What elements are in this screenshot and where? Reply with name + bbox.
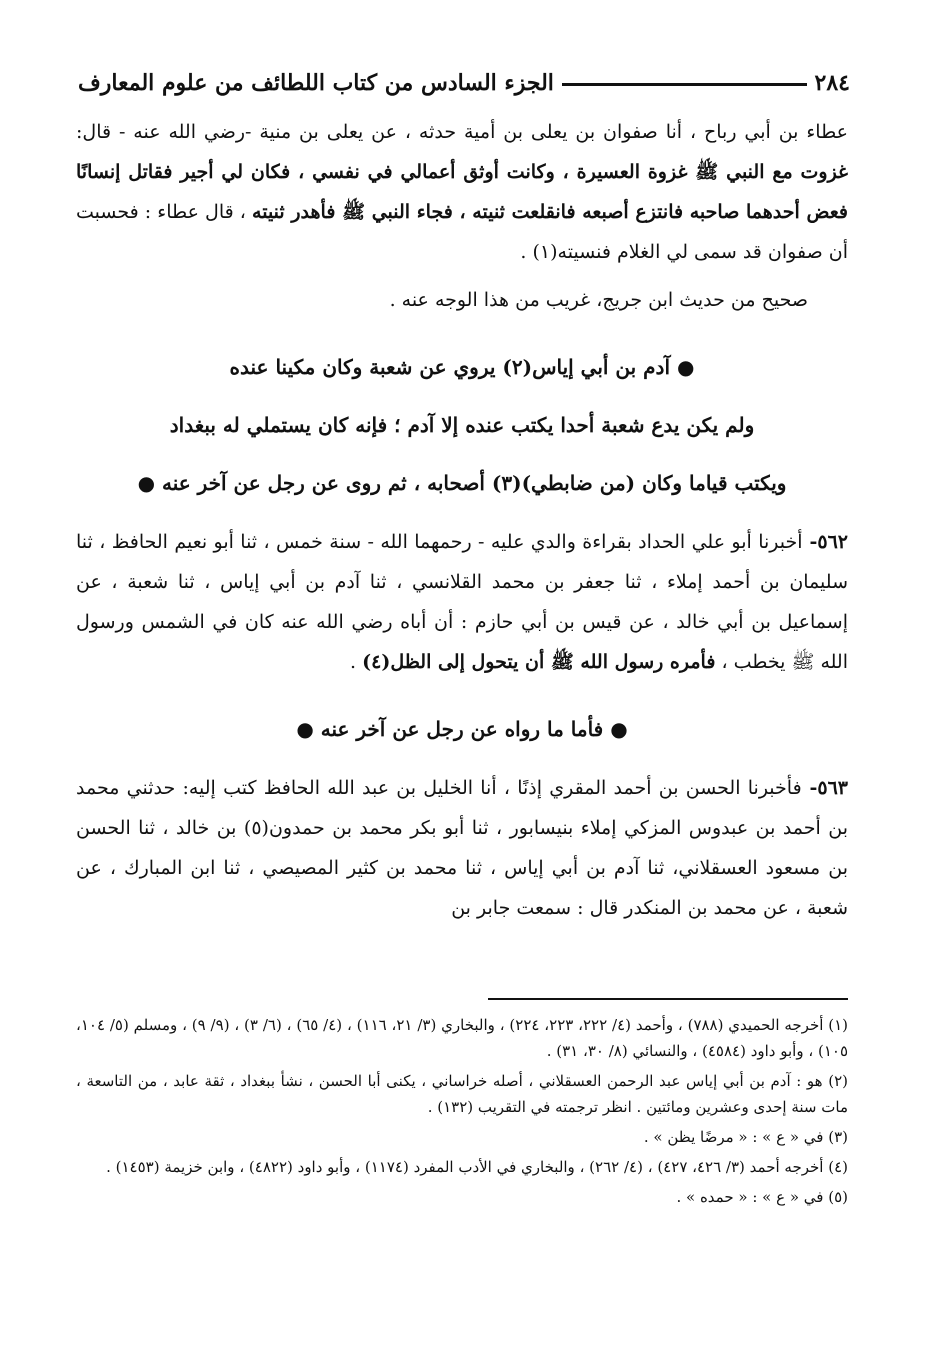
footnote-2: (٢) هو : آدم بن أبي إياس عبد الرحمن العسقلاني ، أصله خراساني ، يكنى أبا الحسن ، نشأ ببغداد ، ثقة عابد ، من التاسعة ، مات سنة إحدى وعشرين ومائتين . انظر ترجمته في التقريب (١٣٢) .	[76, 1072, 848, 1116]
hadith-563	[76, 768, 848, 928]
footnote-1: (١) أخرجه الحميدي (٧٨٨) ، وأحمد (٤/ ٢٢٢، ٢٢٣، ٢٢٤) ، والبخاري (٣/ ٢١، ١١٦) ، (٤/ ٦٥) ، (٦/ ٣) ، (٩/ ٩) ، ومسلم (٥/ ١٠٤، ١٠٥) ، وأبو داود (٤٥٨٤) ، والنسائي (٨/ ٣٠، ٣١) .	[76, 1016, 849, 1060]
footnote-4: (٤) أخرجه أحمد (٣/ ٤٢٦، ٤٢٧) ، (٤/ ٢٦٢) ، والبخاري في الأدب المفرد (١١٧٤) ، وأبو داود (٤٨٢٢) ، وابن خزيمة (١٤٥٣) .	[106, 1158, 848, 1176]
hadith-number: ٥٦٢-	[802, 531, 848, 553]
matn-text: غزوت مع النبي ﷺ غزوة العسيرة ، وكانت أوثق أعمالي في نفسي ، فكان لي أجير فقاتل إنسانًا فعض أحدهما صاحبه فانتزع أصبعه فانقلعت ثنيته ، فجاء النبي ﷺ فأهدر ثنيته	[76, 161, 848, 223]
isnad-text: أخبرنا أبو علي الحداد بقراءة والدي عليه - رحمهما الله - سنة خمس ، ثنا أبو نعيم الحافظ ، ثنا سليمان بن أحمد إملاء ، ثنا جعفر بن محمد القلانسي ، ثنا آدم بن أبي إياس ، ثنا شعبة ، عن إسماعيل بن أبي خالد ، عن قيس بن أبي حازم : أن أباه رضي الله عنه كان في الشمس ورسول الله ﷺ يخطب ،	[76, 531, 848, 673]
matn-text: فأمره رسول الله ﷺ أن يتحول إلى الظل(٤)	[362, 651, 716, 673]
heading-line: ● فأما ما رواه عن رجل عن آخر عنه ●	[296, 717, 628, 741]
heading-line-3: ويكتب قياما وكان (من ضابطي)(٣) أصحابه ، ثم روى عن رجل عن آخر عنه ●	[137, 471, 787, 495]
section-heading-indirect	[76, 700, 848, 758]
section-heading-adam	[76, 338, 848, 512]
isnad-text: عطاء بن أبي رباح ، أنا صفوان بن يعلى بن أمية حدثه ، عن يعلى بن منية -رضي الله عنه - قال:	[76, 121, 848, 143]
footnote-separator	[488, 998, 848, 1000]
hadith-number: ٥٦٣-	[801, 777, 848, 799]
paragraph-hadith-continuation	[76, 112, 848, 272]
footnote-5: (٥) في « ع » : « حمده » .	[676, 1188, 848, 1206]
page-header	[78, 52, 850, 96]
footnotes	[76, 1012, 848, 1214]
hadith-562	[76, 522, 848, 682]
heading-line-1: ● آدم بن أبي إياس(٢) يروي عن شعبة وكان مكينا عنده	[229, 355, 695, 379]
header-rule	[562, 83, 807, 86]
narrator-remark: ، قال عطاء : فحسبت أن صفوان قد سمى لي الغلام فنسيته(١) .	[76, 201, 848, 263]
page-body	[76, 112, 848, 928]
isnad-text: فأخبرنا الحسن بن أحمد المقري إذنًا ، أنا الخليل بن عبد الله الحافظ كتب إليه: حدثني محمد بن أحمد بن عبدوس المزكي إملاء بنيسابور ، ثنا أبو بكر محمد بن حمدون(٥) بن خالد ، ثنا الحسن بن مسعود العسقلاني، ثنا آدم بن أبي إياس ، ثنا محمد بن كثير المصيصي ، ثنا ابن المبارك ، عن شعبة ، عن محمد بن المنكدر قال : سمعت جابر بن	[76, 777, 848, 919]
heading-line-2: ولم يكن يدع شعبة أحدا يكتب عنده إلا آدم ؛ فإنه كان يستملي له ببغداد	[169, 413, 755, 437]
page-number: ٢٨٤	[814, 70, 850, 96]
punctuation: .	[350, 651, 363, 673]
authenticity-note: صحيح من حديث ابن جريج، غريب من هذا الوجه عنه .	[389, 289, 808, 311]
footnote-3: (٣) في « ع » : « مرضًا يظن » .	[643, 1128, 848, 1146]
running-title: الجزء السادس من كتاب اللطائف من علوم المعارف	[78, 70, 554, 96]
